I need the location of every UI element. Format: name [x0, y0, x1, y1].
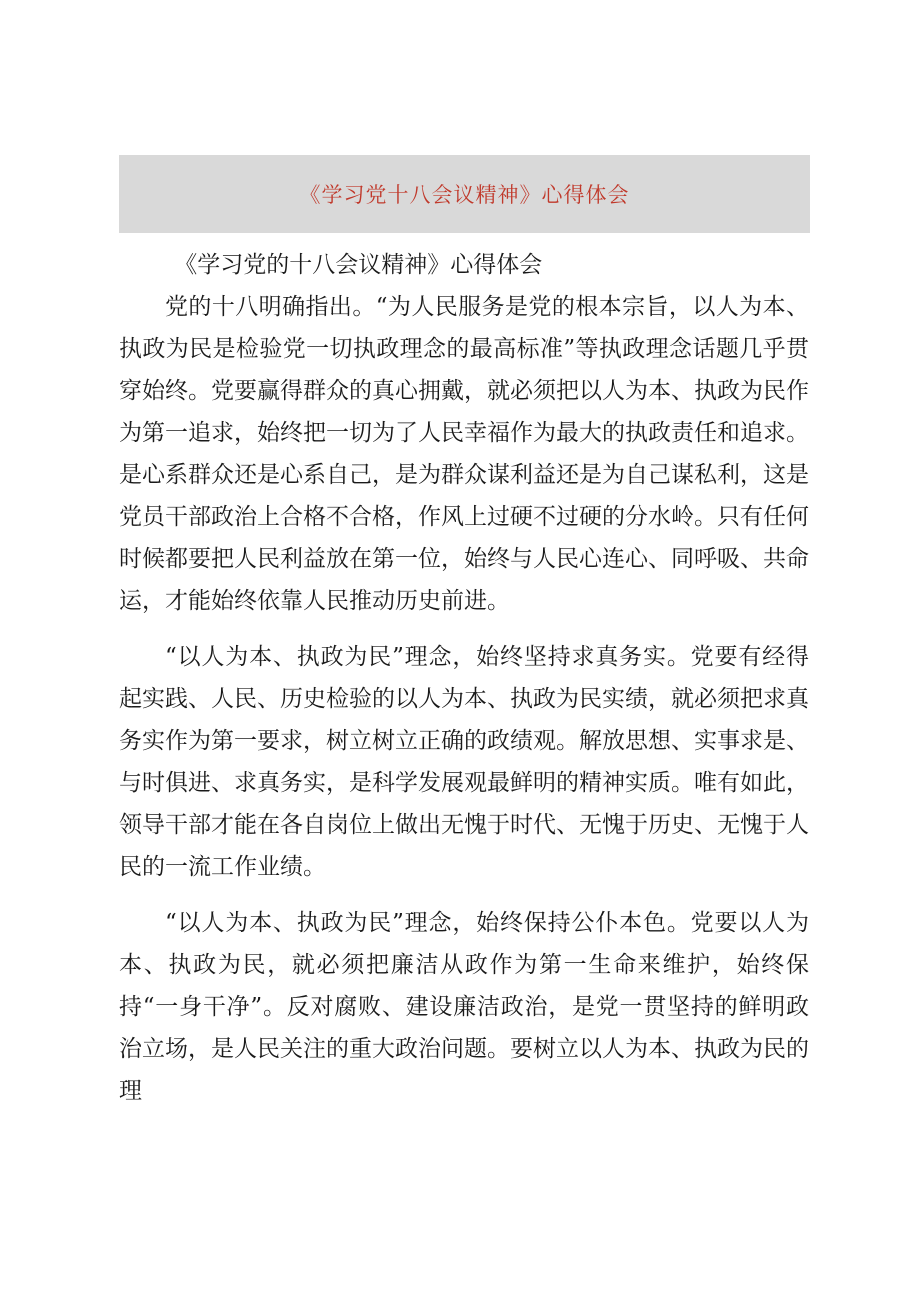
document-body	[119, 244, 809, 1112]
document-title: 《学习党十八会议精神》心得体会	[299, 183, 630, 207]
paragraph-1: 党的十八明确指出。“为人民服务是党的根本宗旨，以人为本、执政为民是检验党一切执政理念的最高标准”等执政理念话题几乎贯穿始终。党要赢得群众的真心拥戴，就必须把以人为本、执政为民作为第一追求，始终把一切为了人民幸福作为最大的执政责任和追求。是心系群众还是心系自己，是为群众谋利益还是为自己谋私利，这是党员干部政治上合格不合格，作风上过硬不过硬的分水岭。只有任何时候都要把人民利益放在第一位，始终与人民心连心、同呼吸、共命运，才能始终依靠人民推动历史前进。	[119, 294, 809, 614]
title-banner	[119, 155, 810, 233]
document-subtitle: 《学习党的十八会议精神》心得体会	[174, 252, 543, 278]
paragraph-2: “以人为本、执政为民”理念，始终坚持求真务实。党要有经得起实践、人民、历史检验的以人为本、执政为民实绩，就必须把求真务实作为第一要求，树立树立正确的政绩观。解放思想、实事求是、与时俱进、求真务实，是科学发展观最鲜明的精神实质。唯有如此，领导干部才能在各自岗位上做出无愧于时代、无愧于历史、无愧于人民的一流工作业绩。	[119, 644, 809, 880]
paragraph-3: “以人为本、执政为民”理念，始终保持公仆本色。党要以人为本、执政为民，就必须把廉洁从政作为第一生命来维护，始终保持“一身干净”。反对腐败、建设廉洁政治，是党一贯坚持的鲜明政治立场，是人民关注的重大政治问题。要树立以人为本、执政为民的理	[119, 910, 809, 1104]
